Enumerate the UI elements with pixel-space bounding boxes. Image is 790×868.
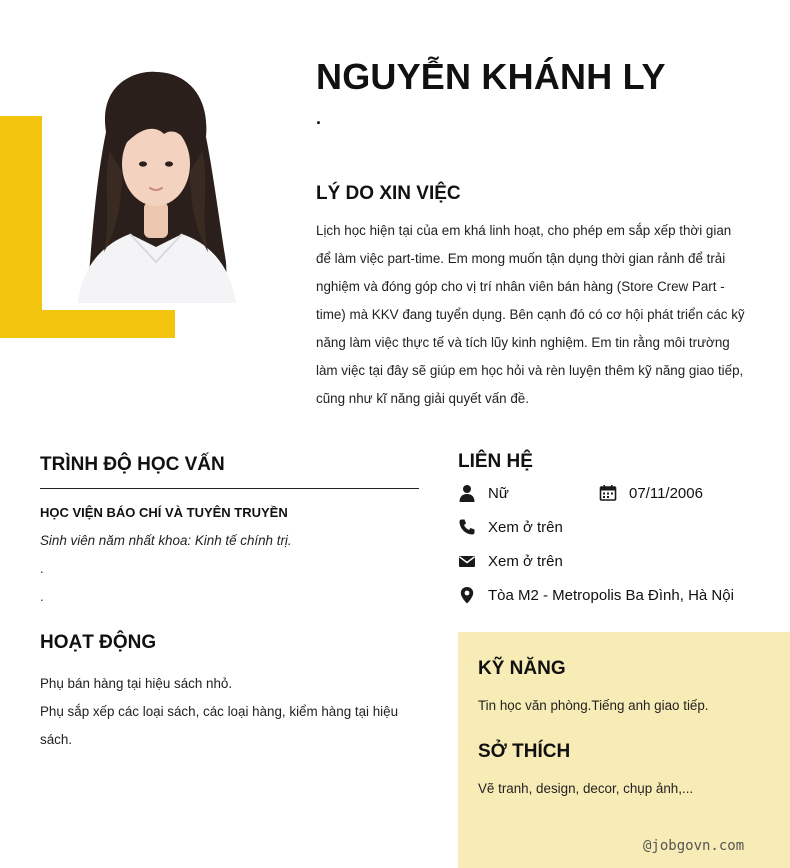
section-title-skills: KỸ NĂNG <box>478 658 566 679</box>
activity-item: Phụ bán hàng tại hiệu sách nhỏ. <box>40 676 233 691</box>
candidate-name: NGUYỄN KHÁNH LY <box>316 56 666 97</box>
contact-email-value: Xem ở trên <box>488 552 563 570</box>
contact-email <box>458 552 563 570</box>
skills-text: Tin học văn phòng.Tiếng anh giao tiếp. <box>478 698 709 713</box>
accent-bar-horizontal <box>0 310 175 338</box>
contact-phone-value: Xem ở trên <box>488 518 563 536</box>
phone-icon <box>458 518 476 536</box>
section-title-education: TRÌNH ĐỘ HỌC VẤN <box>40 454 225 475</box>
contact-phone <box>458 518 563 536</box>
contact-address <box>458 586 734 604</box>
calendar-icon <box>599 484 617 502</box>
mail-icon <box>458 552 476 570</box>
contact-gender <box>458 484 509 502</box>
candidate-subtitle: . <box>316 108 322 128</box>
section-title-activities: HOẠT ĐỘNG <box>40 632 157 653</box>
education-line-1: . <box>40 561 44 576</box>
section-title-hobbies: SỞ THÍCH <box>478 741 571 762</box>
section-divider <box>40 488 419 489</box>
activity-item: Phụ sắp xếp các loại sách, các loại hàng, kiểm hàng tại hiệu sách. <box>40 704 399 747</box>
accent-bar-vertical <box>0 116 42 338</box>
watermark: @jobgovn.com <box>643 838 745 854</box>
hobbies-text: Vẽ tranh, design, decor, chụp ảnh,... <box>478 781 694 796</box>
section-title-reason: LÝ DO XIN VIỆC <box>316 183 461 204</box>
location-pin-icon <box>458 586 476 604</box>
person-icon <box>458 484 476 502</box>
activities-list <box>40 670 420 754</box>
contact-birthday <box>599 484 703 502</box>
education-major: Sinh viên năm nhất khoa: Kinh tế chính trị. <box>40 533 292 548</box>
contact-birthday-value: 07/11/2006 <box>629 484 703 502</box>
education-school: HỌC VIỆN BÁO CHÍ VÀ TUYÊN TRUYỀN <box>40 505 288 520</box>
reason-text: Lịch học hiện tại của em khá linh hoạt, cho phép em sắp xếp thời gian để làm việc part-time. Em mong muốn tận dụng thời gian rảnh để trải nghiệm và đóng góp cho vị trí nhân viên bán hàng (Store Crew Part - time) mà KKV đang tuyển dụng. Bên cạnh đó có cơ hội phát triển các kỹ năng làm việc thực tế và tích lũy kinh nghiệm. Em tin rằng môi trường làm việc tại đây sẽ giúp em học hỏi và rèn luyện thêm kỹ năng giao tiếp, cũng như kĩ năng giải quyết vấn đề. <box>316 223 745 406</box>
education-line-2: . <box>40 589 44 604</box>
section-title-contact: LIÊN HỆ <box>458 451 533 472</box>
contact-address-value: Tòa M2 - Metropolis Ba Đình, Hà Nội <box>488 586 734 604</box>
contact-gender-value: Nữ <box>488 484 509 502</box>
profile-photo <box>68 62 242 303</box>
